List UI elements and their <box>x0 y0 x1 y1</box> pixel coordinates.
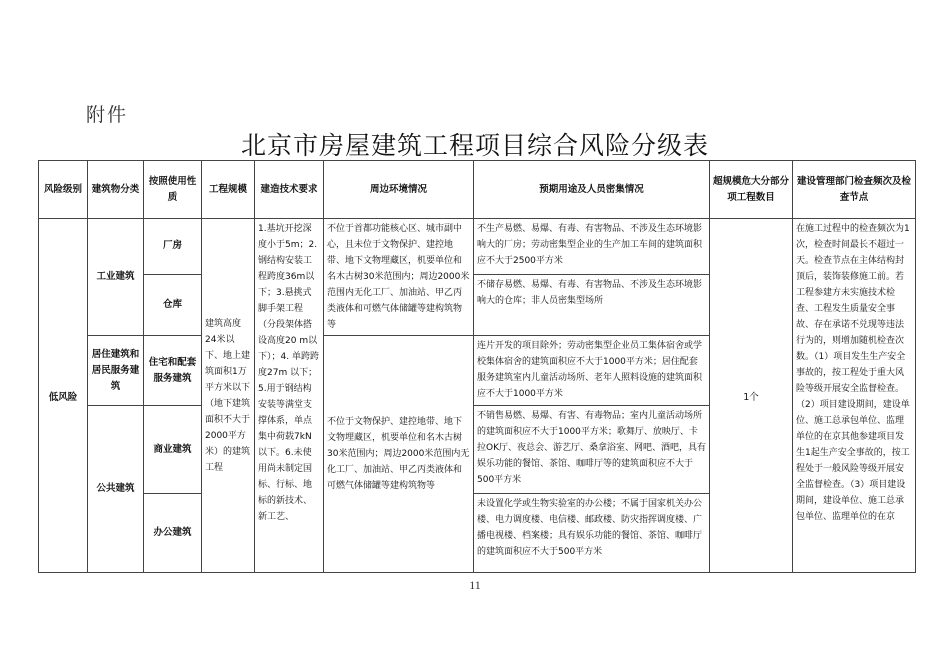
cell-use-warehouse: 仓库 <box>144 274 202 335</box>
cell-category-public: 公共建筑 <box>88 406 144 573</box>
header-risk-level: 风险级别 <box>39 161 88 219</box>
attachment-label: 附件 <box>86 104 129 126</box>
cell-use-commercial: 商业建筑 <box>144 406 202 494</box>
header-usage-density: 预期用途及人员密集情况 <box>474 161 710 219</box>
cell-risk-level: 低风险 <box>39 219 88 573</box>
page-number: 11 <box>469 578 481 592</box>
table-row-factory <box>39 219 916 275</box>
risk-classification-table <box>38 160 916 573</box>
header-inspection: 建设管理部门检查频次及检查节点 <box>793 161 916 219</box>
header-hazard-count: 超规模危大分部分项工程数目 <box>710 161 793 219</box>
cell-use-factory: 厂房 <box>144 219 202 275</box>
header-project-scale: 工程规模 <box>202 161 255 219</box>
header-usage-type: 按照使用性质 <box>144 161 202 219</box>
cell-usage-warehouse: 不储存易燃、易爆、有毒、有害物品、不涉及生态环境影响大的仓库；非人员密集型场所 <box>474 274 710 335</box>
page-title: 北京市房屋建筑工程项目综合风险分级表 <box>240 131 709 160</box>
cell-usage-office: 未设置化学或生物实验室的办公楼；不属于国家机关办公楼、电力调度楼、电信楼、邮政楼、防灾指挥调度楼、广播电视楼、档案楼；具有娱乐功能的餐馆、茶馆、咖啡厅的建筑面积应不大于500平方米 <box>474 494 710 573</box>
header-tech-requirements: 建造技术要求 <box>255 161 324 219</box>
table-header-row <box>39 161 916 219</box>
cell-environment-public: 不位于文物保护、建控地带、地下文物埋藏区，机要单位和名木古树30米范围内；周边2000米范围内无化工厂、加油站、甲乙丙类液体和可燃气体储罐等建构筑物等 <box>324 336 474 573</box>
cell-scale: 建筑高度24米以下、地上建筑面积1万平方米以下（地下建筑面积不大于2000平方米）的建筑工程 <box>202 219 255 573</box>
cell-environment-industrial: 不位于首都功能核心区、城市副中心，且未位于文物保护、建控地带、地下文物埋藏区，机要单位和名木古树30米范围内；周边2000米范围内无化工厂、加油站、甲乙丙类液体和可燃气体储罐等建构筑物等 <box>324 219 474 336</box>
cell-use-housing: 住宅和配套服务建筑 <box>144 336 202 406</box>
cell-inspection: 在施工过程中的检查频次为1次，检查时间最长不超过一天。检查节点在主体结构封顶后，装饰装修施工前。若工程参建方未实施技术检查、工程发生质量安全事故、存在承诺不兑现等违法行为的，则增加随机检查次数。（1）项目发生生产安全事故的，按工程处于重大风险等级开展安全监督检查。（2）项目建设期间，建设单位、施工总承包单位、监理单位的在京其他参建项目发生1起生产安全事故的，按工程处于一般风险等级开展安全监督检查。（3）项目建设期间，建设单位、施工总承包单位、监理单位的在京 <box>793 219 916 573</box>
cell-usage-commercial: 不销售易燃、易爆、有害、有毒物品；室内儿童活动场所的建筑面积应不大于1000平方米；歌舞厅、放映厅、卡拉OK厅、夜总会、游艺厅、桑拿浴室、网吧、酒吧，具有娱乐功能的餐馆、茶馆、咖啡厅等的建筑面积应不大于500平方米 <box>474 406 710 494</box>
header-building-category: 建筑物分类 <box>88 161 144 219</box>
cell-use-office: 办公建筑 <box>144 494 202 573</box>
header-environment: 周边环境情况 <box>324 161 474 219</box>
cell-category-industrial: 工业建筑 <box>88 219 144 336</box>
cell-hazard-count: 1个 <box>710 219 793 573</box>
cell-tech-requirements: 1.基坑开挖深度小于5m；2.钢结构安装工程跨度36m以下；3.悬挑式脚手架工程（分段架体搭设高度20 m以下）；4. 单跨跨度27m 以下；5.用于钢结构安装等满堂支撑体系，单点集中荷载7kN以下。6.未使用尚未制定国标、行标、地标的新技术、新工艺、 <box>255 219 324 573</box>
cell-usage-housing: 连片开发的项目除外；劳动密集型企业员工集体宿舍或学校集体宿舍的建筑面积应不大于1000平方米；居住配套服务建筑室内儿童活动场所、老年人照料设施的建筑面积应不大于1000平方米 <box>474 336 710 406</box>
cell-usage-factory: 不生产易燃、易爆、有毒、有害物品、不涉及生态环境影响大的厂房；劳动密集型企业的生产加工车间的建筑面积应不大于2500平方米 <box>474 219 710 275</box>
cell-category-residential: 居住建筑和居民服务建筑 <box>88 336 144 406</box>
